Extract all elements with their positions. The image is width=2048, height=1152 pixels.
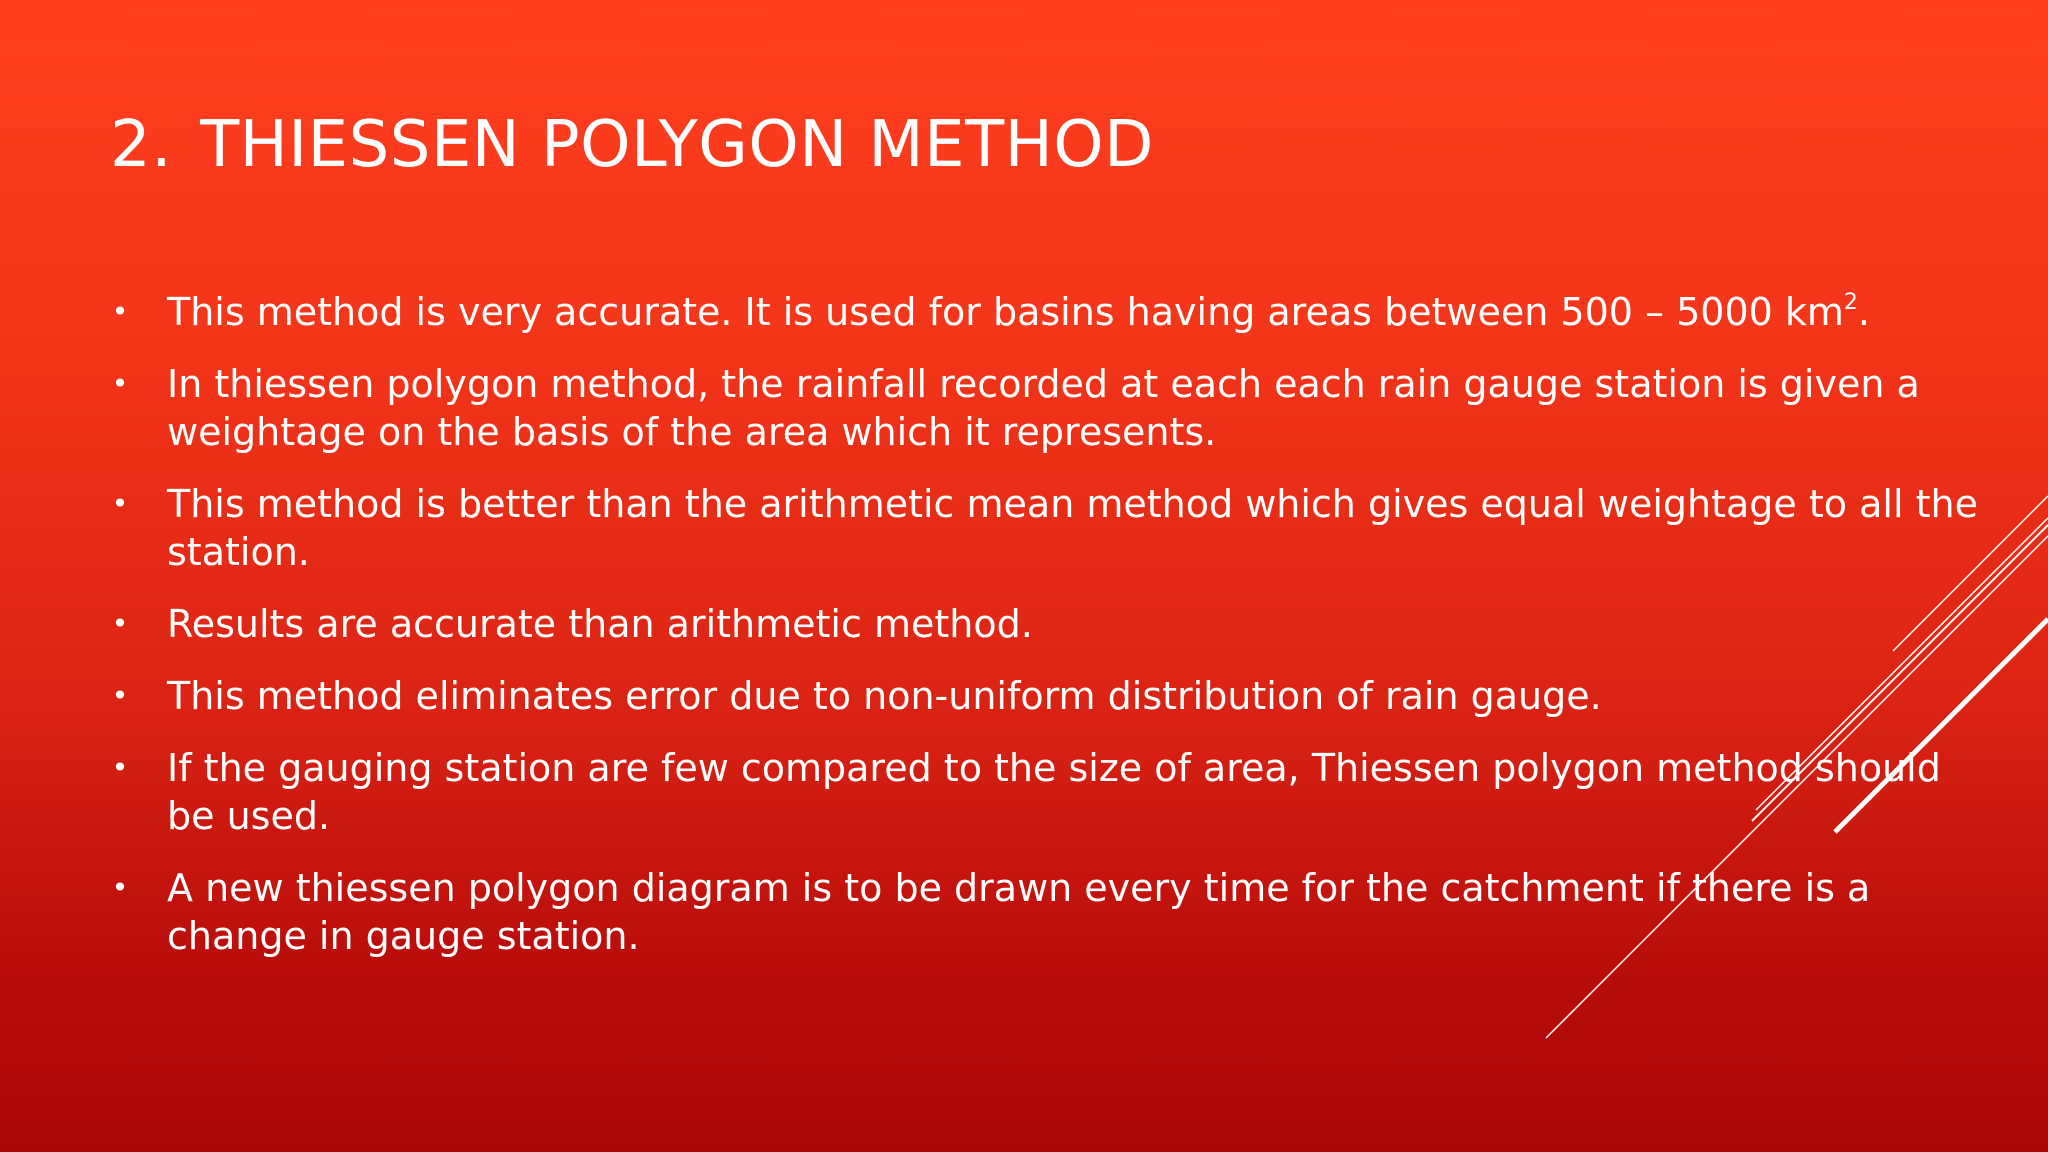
bullet-superscript: 2 — [1843, 290, 1858, 315]
bullet-text: A new thiessen polygon diagram is to be drawn every time for the catchment if there is a change in gauge station. — [167, 866, 1871, 958]
bullet-text: If the gauging station are few compared to the size of area, Thiessen polygon method should be used. — [167, 746, 1941, 838]
bullet-dot: • — [111, 367, 129, 400]
bullet-dot: • — [111, 751, 129, 784]
bullet-text: This method is very accurate. It is used for basins having areas between 500 – 5000 km — [167, 290, 1844, 334]
bullet-dot: • — [111, 295, 129, 328]
bullet-text: Results are accurate than arithmetic method. — [167, 602, 1033, 646]
bullet-dot: • — [111, 871, 129, 904]
bullet-suffix: . — [1857, 290, 1870, 334]
deco-line — [1835, 619, 2048, 832]
deco-line — [1546, 536, 2048, 1038]
slide-title-number: 2. — [110, 108, 173, 182]
bullet-dot: • — [111, 487, 129, 520]
bullet-dot: • — [111, 607, 129, 640]
deco-line — [1752, 525, 2048, 821]
bullet-text: This method is better than the arithmetic mean method which gives equal weightage to all the station. — [167, 482, 1978, 574]
slide-title-text: THIESSEN POLYGON METHOD — [200, 108, 1154, 182]
deco-line — [1893, 496, 2048, 651]
bullet-dot: • — [111, 679, 129, 712]
bullet-text: In thiessen polygon method, the rainfall recorded at each each rain gauge station is given a weightage on the basis of the area which it represents. — [167, 362, 1920, 454]
bullet-text: This method eliminates error due to non-uniform distribution of rain gauge. — [167, 674, 1602, 718]
